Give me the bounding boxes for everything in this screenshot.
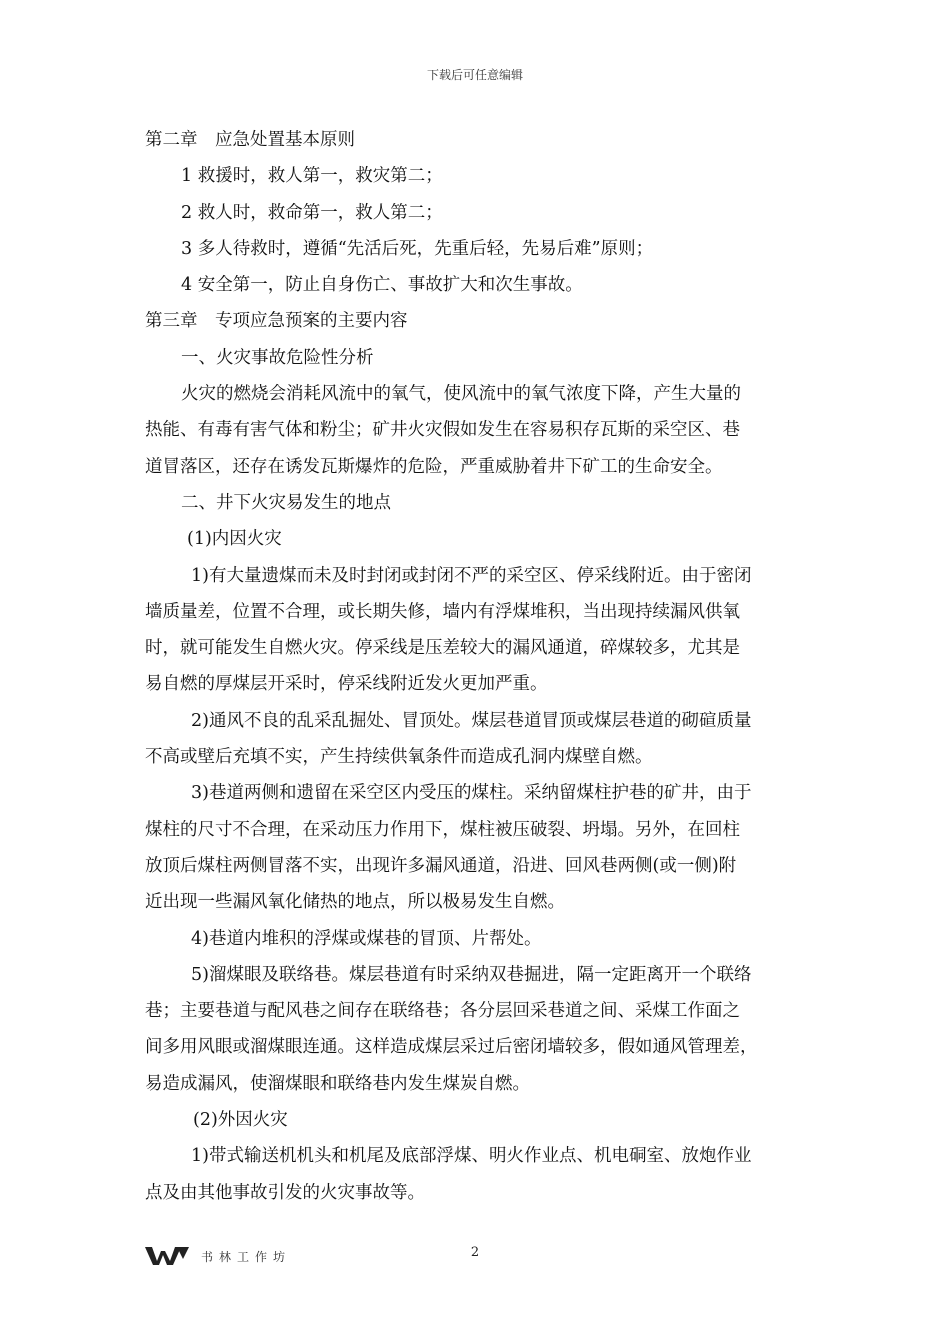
footer-logo-text: 书林工作坊 <box>201 1249 292 1264</box>
text-line: 2)通风不良的乱采乱掘处、冒顶处。煤层巷道冒顶或煤层巷道的砌碹质量 <box>191 710 752 731</box>
text-line: 热能、有毒有害气体和粉尘；矿井火灾假如发生在容易积存瓦斯的采空区、巷 <box>145 420 740 441</box>
text-line: 3 多人待救时，遵循“先活后死，先重后轻，先易后难”原则； <box>181 238 654 259</box>
text-line: 易造成漏风，使溜煤眼和联络巷内发生煤炭自燃。 <box>145 1073 530 1094</box>
text-line: 易自燃的厚煤层开采时，停采线附近发火更加严重。 <box>145 674 548 695</box>
text-line: 第二章 应急处置基本原则 <box>145 130 355 150</box>
text-line: 放顶后煤柱两侧冒落不实，出现许多漏风通道，沿进、回风巷两侧(或一侧)附 <box>145 855 737 876</box>
text-line: 近出现一些漏风氧化储热的地点，所以极易发生自燃。 <box>145 892 565 913</box>
page-number: 2 <box>470 1245 480 1260</box>
text-line: 二、井下火灾易发生的地点 <box>181 492 391 513</box>
text-line: 第三章 专项应急预案的主要内容 <box>145 311 408 332</box>
text-line: 1)带式输送机机头和机尾及底部浮煤、明火作业点、机电硐室、放炮作业 <box>191 1146 752 1167</box>
text-line: 不高或壁后充填不实，产生持续供氧条件而造成孔洞内煤壁自燃。 <box>145 747 653 768</box>
text-line: 煤柱的尺寸不合理，在采动压力作用下，煤柱被压破裂、坍塌。另外，在回柱 <box>145 819 740 840</box>
text-line: 点及由其他事故引发的火灾事故等。 <box>145 1182 425 1203</box>
text-line: 一、火灾事故危险性分析 <box>181 347 374 368</box>
document-body <box>145 122 805 1211</box>
text-line: 2 救人时，救命第一，救人第二； <box>181 202 443 223</box>
text-line: 4)巷道内堆积的浮煤或煤巷的冒顶、片帮处。 <box>191 928 542 949</box>
page-header: 下载后可任意编辑 <box>426 68 523 82</box>
text-line: (2)外因火灾 <box>193 1110 288 1131</box>
text-line: 1 救援时，救人第一，救灾第二； <box>181 166 443 187</box>
text-line: 5)溜煤眼及联络巷。煤层巷道有时采纳双巷掘进，隔一定距离开一个联络 <box>191 964 752 985</box>
text-line: (1)内因火灾 <box>187 529 282 550</box>
text-line: 墙质量差，位置不合理，或长期失修，墙内有浮煤堆积，当出现持续漏风供氧 <box>145 601 740 622</box>
text-line: 3)巷道两侧和遗留在采空区内受压的煤柱。采纳留煤柱护巷的矿井，由于 <box>191 783 752 804</box>
text-line: 间多用风眼或溜煤眼连通。这样造成煤层采过后密闭墙较多，假如通风管理差， <box>145 1037 758 1058</box>
text-line: 巷；主要巷道与配风巷之间存在联络巷；各分层回采巷道之间、采煤工作面之 <box>145 1001 740 1022</box>
text-line: 火灾的燃烧会消耗风流中的氧气，使风流中的氧气浓度下降，产生大量的 <box>181 384 741 405</box>
text-line: 4 安全第一，防止自身伤亡、事故扩大和次生事故。 <box>181 275 583 296</box>
text-line: 道冒落区，还存在诱发瓦斯爆炸的危险，严重威胁着井下矿工的生命安全。 <box>145 456 723 477</box>
text-line: 时，就可能发生自燃火灾。停采线是压差较大的漏风通道，碎煤较多，尤其是 <box>145 638 740 659</box>
text-line: 1)有大量遗煤而未及时封闭或封闭不严的采空区、停采线附近。由于密闭 <box>191 565 752 586</box>
